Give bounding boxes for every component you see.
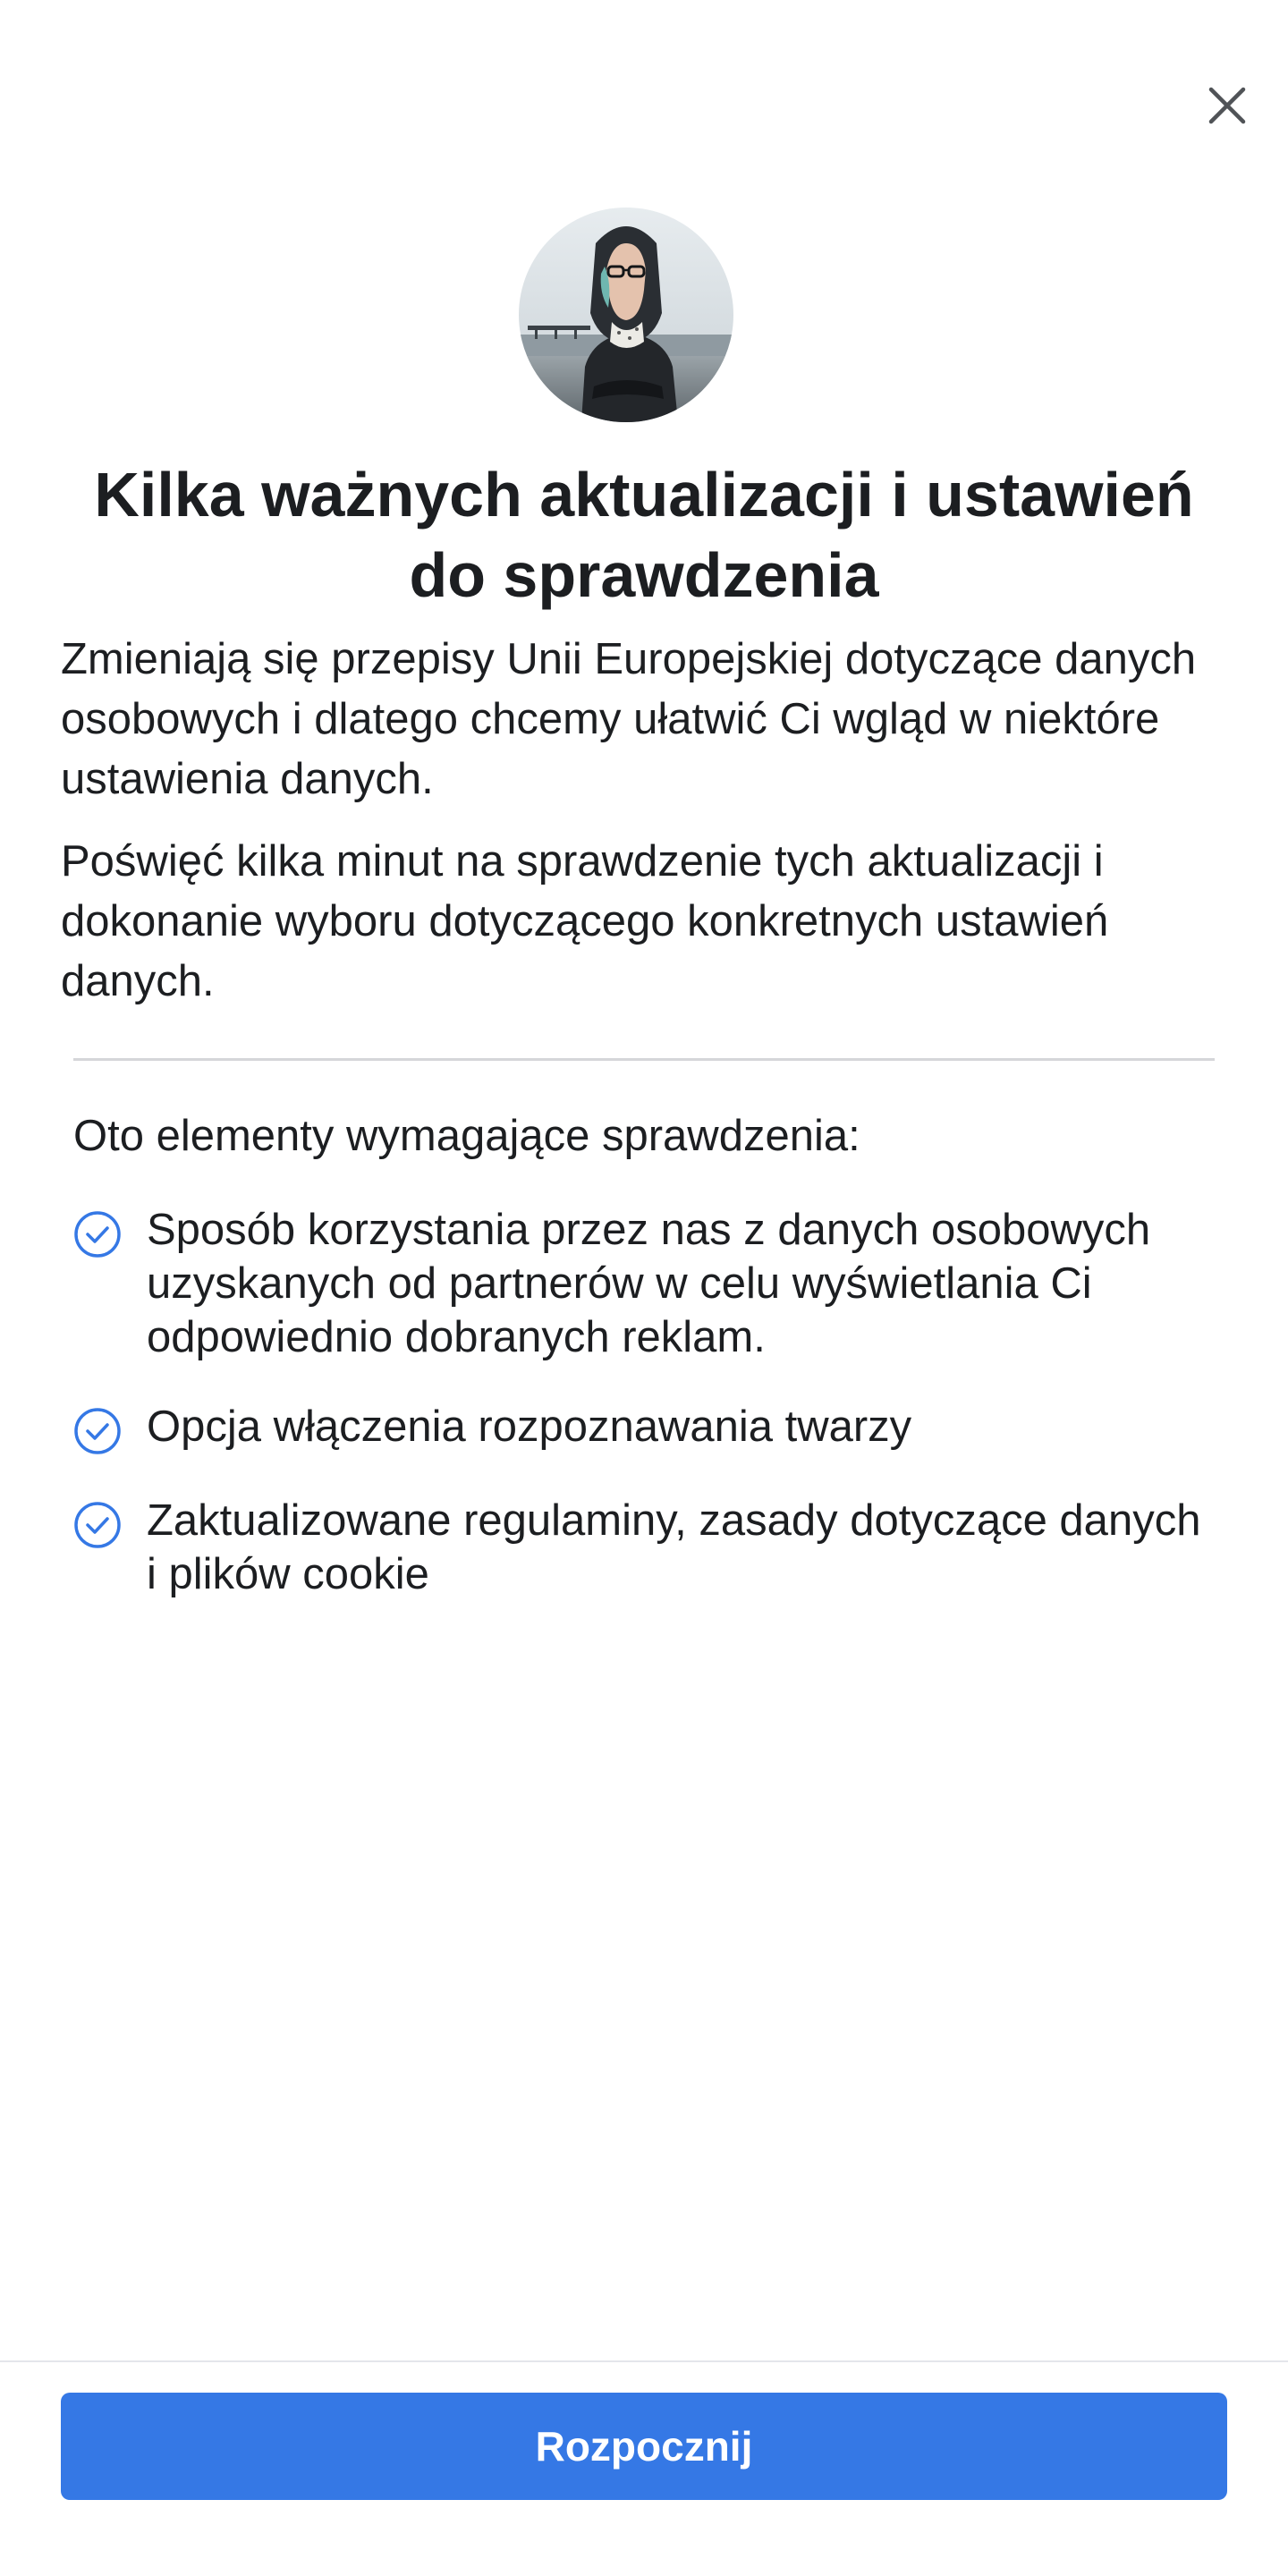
page-title: Kilka ważnych aktualizacji i ustawień do sprawdzenia — [94, 460, 1194, 610]
review-item-label: Zaktualizowane regulaminy, zasady dotyczące danych i plików cookie — [147, 1496, 1201, 1598]
intro-paragraph-1: Zmieniają się przepisy Unii Europejskiej dotyczące danych osobowych i dlatego chcemy ułatwić Ci wgląd w niektóre ustawienia danych. — [61, 635, 1197, 803]
review-item-label: Sposób korzystania przez nas z danych osobowych uzyskanych od partnerów w celu wyświetlania Ci odpowiednio dobranych reklam. — [147, 1206, 1151, 1361]
close-icon — [1199, 77, 1256, 134]
profile-avatar — [519, 208, 733, 422]
close-button[interactable] — [1199, 77, 1256, 134]
section-divider — [73, 1058, 1215, 1061]
review-heading: Oto elementy wymagające sprawdzenia: — [73, 1112, 860, 1160]
start-button[interactable]: Rozpocznij — [61, 2393, 1227, 2500]
check-circle-icon — [73, 1407, 122, 1455]
review-item-label: Opcja włączenia rozpoznawania twarzy — [147, 1402, 912, 1451]
intro-paragraph-2: Poświęć kilka minut na sprawdzenie tych aktualizacji i dokonanie wyboru dotyczącego konkretnych ustawień danych. — [61, 837, 1109, 1005]
check-circle-icon — [73, 1501, 122, 1549]
check-circle-icon — [73, 1210, 122, 1258]
footer-divider — [0, 2360, 1288, 2362]
